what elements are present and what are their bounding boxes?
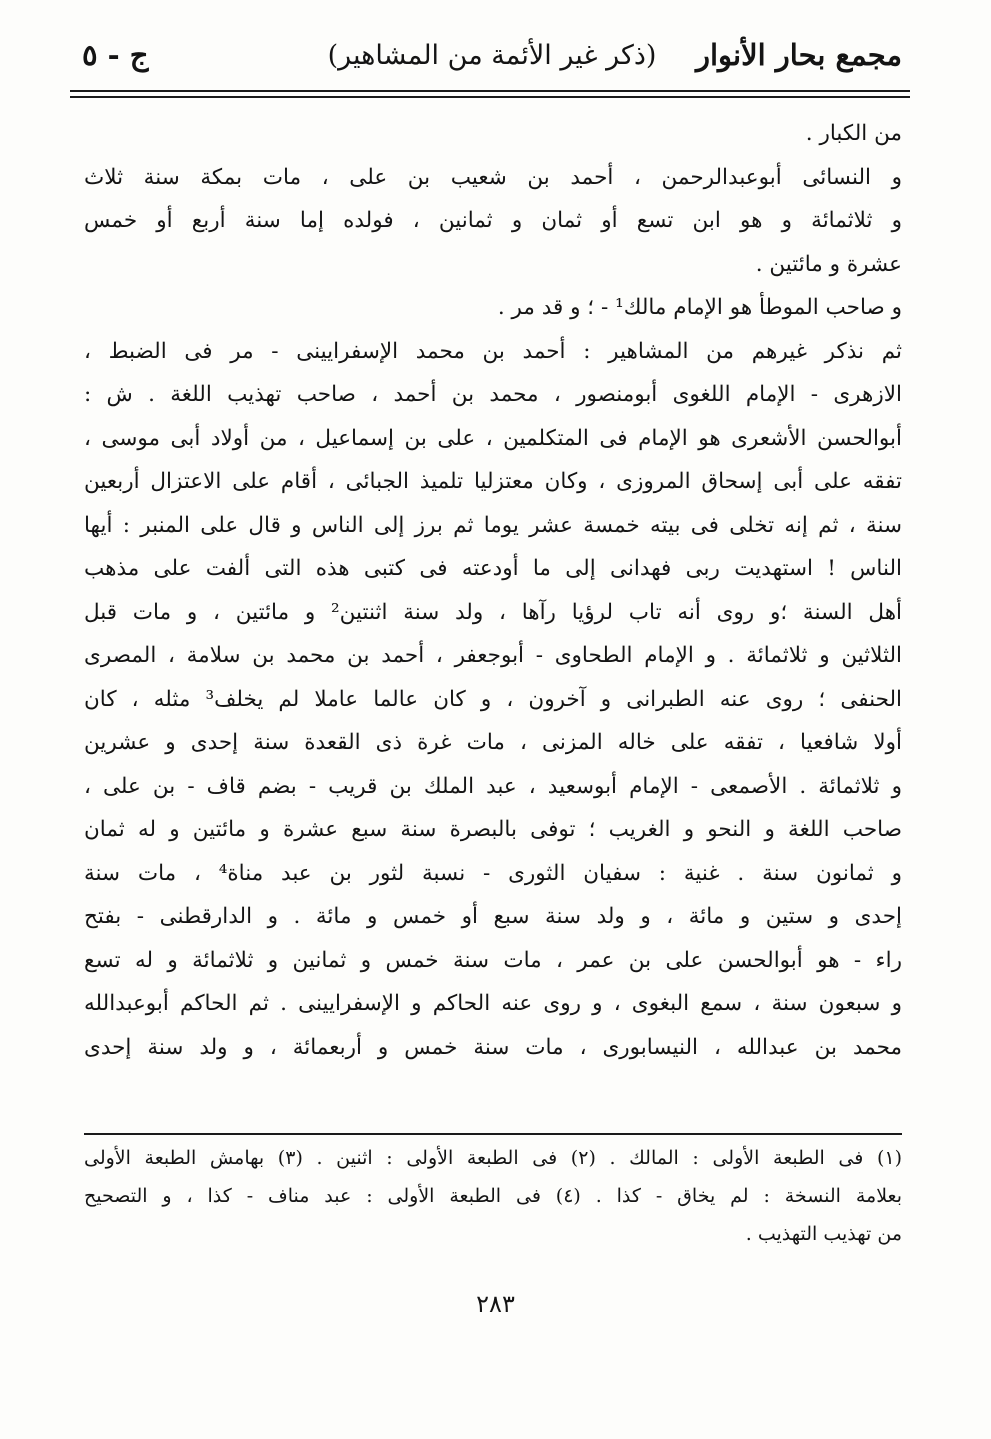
text-line: محمد بن عبدالله ، النيسابورى ، مات سنة خمس و أربعمائة ، و ولد سنة إحدى [84, 1034, 902, 1060]
footnotes [84, 1139, 902, 1253]
text-line: من الكبار . [805, 121, 902, 146]
text-line: أهل السنة ؛و روى أنه تاب لرؤيا رآها ، ولد سنة اثنتين² و مائتين ، و مات قبل [84, 599, 902, 625]
text-line: و ثمانون سنة . غنية : سفيان الثورى - نسبة لثور بن عبد مناة⁴ ، مات سنة [84, 860, 902, 886]
footnote-line: من تهذيب التهذيب . [745, 1223, 902, 1245]
text-line: و سبعون سنة ، سمع البغوى ، و روى عنه الحاكم و الإسفرايينى . ثم الحاكم أبوعبدالله [84, 991, 902, 1016]
text-line: الثلاثين و ثلاثمائة . و الإمام الطحاوى - أبوجعفر ، أحمد بن محمد بن سلامة ، المصرى [84, 643, 902, 668]
text-line: صاحب اللغة و النحو و الغريب ؛ توفى بالبصرة سنة سبع عشرة و مائتين و له ثمان [84, 817, 902, 842]
header-rule-bottom [70, 96, 910, 98]
text-line: راء - هو أبوالحسن على بن عمر ، مات سنة خمس و ثمانين و ثلاثمائة و له تسع [84, 947, 902, 973]
main-text [84, 112, 902, 1069]
footnote-line: بعلامة النسخة : لم يخاق - كذا . (٤) فى الطبعة الأولى : عبد مناف - كذا ، و التصحيح [84, 1185, 902, 1207]
running-header [82, 30, 902, 86]
header-rule-top [70, 90, 910, 92]
text-line: أولا شافعيا ، تفقه على خاله المزنى ، مات غرة ذى القعدة سنة إحدى و عشرين [84, 730, 902, 755]
text-line: و ثلاثمائة و هو ابن تسع أو ثمان و ثمانين ، فولده إما سنة أربع أو خمس [84, 208, 902, 233]
text-line: الناس ! استهديت ربى فهدانى إلى ما أودعته فى كتبى هذه التى ألفت على مذهب [84, 556, 902, 581]
text-line: ثم نذكر غيرهم من المشاهير : أحمد بن محمد الإسفرايينى - مر فى الضبط ، [84, 338, 902, 364]
section-title: (ذكر غير الأئمة من المشاهير) [327, 40, 657, 71]
text-line: سنة ، ثم إنه تخلى فى بيته خمسة عشر يوما ثم برز إلى الناس و قال على المنبر : أيها [84, 512, 902, 538]
text-line: إحدى و ستين و مائة ، و ولد سنة سبع أو خمس و مائة . و الدارقطنى - بفتح [84, 904, 902, 929]
text-line: تفقه على أبى إسحاق المروزى ، وكان معتزليا تلميذ الجبائى ، أقام على الاعتزال أربعين [84, 469, 902, 494]
text-line: عشرة و مائتين . [755, 251, 902, 277]
book-title: مجمع بحار الأنوار [696, 38, 902, 72]
text-line: أبوالحسن الأشعرى هو الإمام فى المتكلمين ، على بن إسماعيل ، من أولاد أبى موسى ، [84, 425, 902, 451]
text-line: و ثلاثمائة . الأصمعى - الإمام أبوسعيد ، عبد الملك بن قريب - بضم قاف - بن على ، [84, 773, 902, 799]
text-line: الازهرى - الإمام اللغوى أبومنصور ، محمد بن أحمد ، صاحب تهذيب اللغة . ش : [84, 382, 902, 407]
text-line: و صاحب الموطأ هو الإمام مالك¹ - ؛ و قد مر . [497, 295, 902, 320]
page-number: ٢٨٣ [476, 1290, 515, 1318]
footnote-line: (١) فى الطبعة الأولى : المالك . (٢) فى الطبعة الأولى : اثنين . (٣) بهامش الطبعة الأولى [84, 1147, 902, 1169]
footnote-rule [84, 1133, 902, 1135]
text-line: و النسائى أبوعبدالرحمن ، أحمد بن شعيب بن على ، مات بمكة سنة ثلاث [84, 164, 902, 190]
text-line: الحنفى ؛ روى عنه الطبرانى و آخرون ، و كان عالما عاملا لم يخلف³ مثله ، كان [84, 686, 902, 712]
volume-label: ج - ٥ [82, 38, 149, 72]
